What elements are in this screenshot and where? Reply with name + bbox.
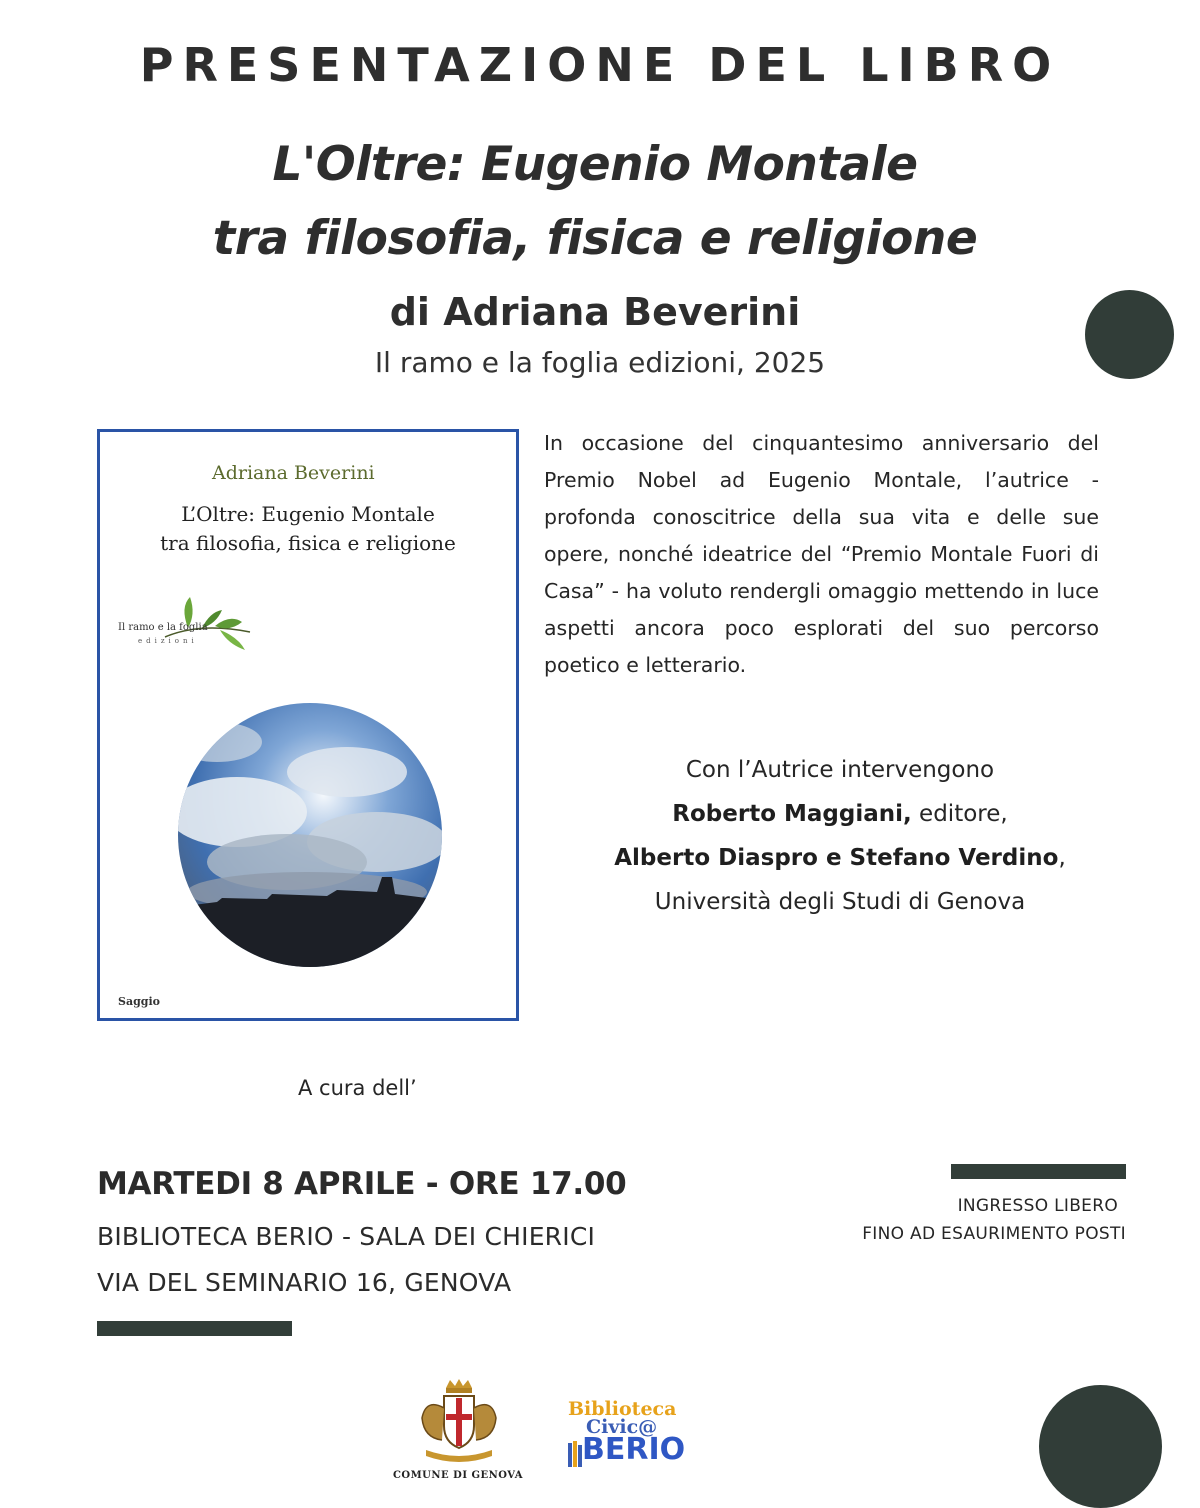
berio-line-3-row: [568, 1432, 688, 1467]
decorative-dot-top: [1085, 290, 1174, 379]
speaker-1-name: Roberto Maggiani,: [672, 801, 912, 827]
book-description: In occasione del cinquantesimo anniversario del Premio Nobel ad Eugenio Montale, l’autrice - profonda conoscitrice della sua vita e delle sue opere, nonché ideatrice del “Premio Montale Fuori di Casa” - ha voluto rendergli omaggio mettendo in luce aspetti ancora poco esplorati del suo percorso poetico e letterario.: [544, 431, 1099, 677]
event-venue: BIBLIOTECA BERIO - SALA DEI CHIERICI: [97, 1222, 596, 1251]
book-cover: [97, 429, 519, 1021]
cover-author: Adriana Beverini: [212, 462, 375, 484]
entry-line-2: FINO AD ESAURIMENTO POSTI: [862, 1224, 1126, 1244]
cover-publisher-sub: edizioni: [138, 637, 198, 645]
speaker-2-suffix: ,: [1058, 845, 1066, 871]
berio-line-3: BERIO: [582, 1432, 686, 1467]
divider-bar-right: [951, 1164, 1126, 1179]
berio-logo: [568, 1398, 688, 1467]
speakers-intro: Con l’Autrice intervengono: [685, 757, 995, 783]
event-date-time: MARTEDI 8 APRILE - ORE 17.00: [97, 1166, 627, 1202]
poster-heading: PRESENTAZIONE DEL LIBRO: [139, 38, 1061, 92]
cover-title-line-1: L’Oltre: Eugenio Montale: [181, 502, 435, 526]
speakers-affiliation: Università degli Studi di Genova: [654, 889, 1026, 915]
curated-by: A cura dell’: [298, 1076, 417, 1100]
book-title-line-2: tra filosofia, fisica e religione: [212, 211, 978, 266]
speaker-2: [540, 836, 1140, 880]
decorative-dot-bottom: [1039, 1385, 1162, 1508]
book-title-line-1: L'Oltre: Eugenio Montale: [272, 137, 918, 192]
entry-line-1: INGRESSO LIBERO: [957, 1196, 1118, 1216]
entry-info: [786, 1192, 1126, 1248]
speaker-2-names: Alberto Diaspro e Stefano Verdino: [614, 845, 1059, 871]
comune-label: COMUNE DI GENOVA: [392, 1470, 524, 1481]
speaker-1-role: editore,: [911, 801, 1008, 827]
book-author: di Adriana Beverini: [389, 290, 801, 334]
cover-title-line-2: tra filosofia, fisica e religione: [160, 531, 456, 555]
berio-line-2: Civic@: [586, 1416, 658, 1438]
speaker-1: [540, 792, 1140, 836]
berio-line-1: Biblioteca: [568, 1398, 677, 1420]
book-publisher: Il ramo e la foglia edizioni, 2025: [374, 346, 826, 379]
cover-publisher: Il ramo e la foglia: [118, 622, 208, 633]
cover-series: Saggio: [118, 995, 160, 1008]
books-icon: [568, 1441, 582, 1467]
sky-photo-icon: [177, 702, 443, 968]
divider-bar-left: [97, 1321, 292, 1336]
event-address: VIA DEL SEMINARIO 16, GENOVA: [97, 1268, 512, 1297]
comune-crest-icon: [416, 1378, 502, 1468]
speakers-block: [540, 748, 1140, 924]
